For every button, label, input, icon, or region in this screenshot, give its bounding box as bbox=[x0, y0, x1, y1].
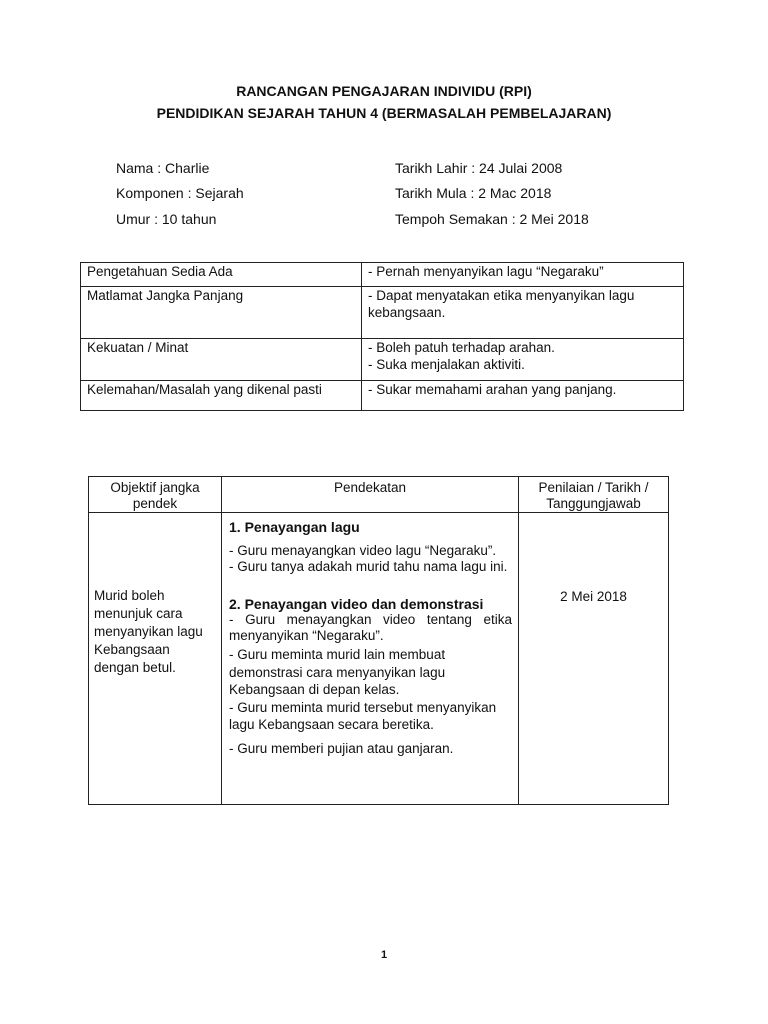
profile-value bbox=[362, 339, 684, 381]
objektif-line: menunjuk cara bbox=[94, 606, 183, 621]
student-component: Komponen : Sejarah bbox=[116, 185, 244, 201]
profile-value-line: - Sukar memahami arahan yang panjang. bbox=[368, 382, 617, 397]
profile-table bbox=[80, 262, 684, 411]
penilaian-date: 2 Mei 2018 bbox=[560, 589, 627, 604]
objektif-line: dengan betul. bbox=[94, 660, 176, 675]
profile-value bbox=[362, 287, 684, 339]
section-title: 1. Penayangan lagu bbox=[229, 519, 360, 535]
page-number: 1 bbox=[380, 949, 388, 961]
pendekatan-cell bbox=[222, 513, 519, 805]
start-date: Tarikh Mula : 2 Mac 2018 bbox=[395, 185, 552, 201]
table-row bbox=[89, 513, 669, 805]
header-penilaian-line2: Tanggungjawab bbox=[546, 496, 641, 511]
table-row bbox=[81, 381, 684, 411]
profile-label: Pengetahuan Sedia Ada bbox=[81, 263, 362, 287]
birth-date: Tarikh Lahir : 24 Julai 2008 bbox=[395, 160, 563, 176]
section-title: 2. Penayangan video dan demonstrasi bbox=[229, 596, 484, 612]
table-row bbox=[81, 263, 684, 287]
section-line: - Guru meminta murid tersebut menyanyikan bbox=[229, 700, 497, 715]
header-objektif-line1: Objektif jangka bbox=[110, 480, 200, 495]
document-title: RANCANGAN PENGAJARAN INDIVIDU (RPI) bbox=[236, 83, 532, 99]
table-row bbox=[81, 339, 684, 381]
section-line: - Guru menayangkan video tentang etika menyanyikan “Negaraku”. bbox=[229, 612, 512, 643]
header-penilaian-line1: Penilaian / Tarikh / bbox=[538, 480, 649, 495]
penilaian-cell bbox=[519, 513, 669, 805]
objektif-line: Murid boleh bbox=[94, 588, 165, 603]
profile-value-line: - Boleh patuh terhadap arahan. bbox=[368, 340, 555, 355]
objektif-line: Kebangsaan bbox=[94, 642, 170, 657]
section-line: Kebangsaan di depan kelas. bbox=[229, 682, 400, 697]
profile-label: Kekuatan / Minat bbox=[81, 339, 362, 381]
plan-table bbox=[88, 476, 669, 805]
objektif-line: menyanyikan lagu bbox=[94, 624, 203, 639]
section-line: demonstrasi cara menyanyikan lagu bbox=[229, 665, 446, 680]
profile-label: Matlamat Jangka Panjang bbox=[81, 287, 362, 339]
header-objektif-line2: pendek bbox=[132, 496, 178, 511]
review-date: Tempoh Semakan : 2 Mei 2018 bbox=[395, 211, 589, 227]
profile-value-line: - Suka menjalakan aktiviti. bbox=[368, 357, 525, 372]
profile-label: Kelemahan/Masalah yang dikenal pasti bbox=[81, 381, 362, 411]
section-line: - Guru meminta murid lain membuat bbox=[229, 647, 446, 662]
section-line: - Guru memberi pujian atau ganjaran. bbox=[229, 741, 454, 756]
profile-value-line: kebangsaan. bbox=[368, 305, 446, 320]
profile-value bbox=[362, 263, 684, 287]
profile-value-line: - Dapat menyatakan etika menyanyikan lagu bbox=[368, 288, 635, 303]
table-row bbox=[89, 477, 669, 513]
section-line: lagu Kebangsaan secara beretika. bbox=[229, 717, 434, 732]
student-name: Nama : Charlie bbox=[116, 160, 210, 176]
profile-value-line: - Pernah menyanyikan lagu “Negaraku” bbox=[368, 264, 604, 279]
student-age: Umur : 10 tahun bbox=[116, 211, 217, 227]
header-pendekatan-text: Pendekatan bbox=[333, 480, 407, 495]
header-objektif bbox=[89, 477, 222, 513]
document-subtitle: PENDIDIKAN SEJARAH TAHUN 4 (BERMASALAH PEMBELAJARAN) bbox=[156, 105, 612, 121]
objektif-cell bbox=[89, 513, 222, 805]
table-row bbox=[81, 287, 684, 339]
header-pendekatan bbox=[222, 477, 519, 513]
section-line: - Guru tanya adakah murid tahu nama lagu ini. bbox=[229, 559, 508, 574]
section-line: - Guru menayangkan video lagu “Negaraku”. bbox=[229, 543, 497, 558]
header-penilaian bbox=[519, 477, 669, 513]
profile-value bbox=[362, 381, 684, 411]
